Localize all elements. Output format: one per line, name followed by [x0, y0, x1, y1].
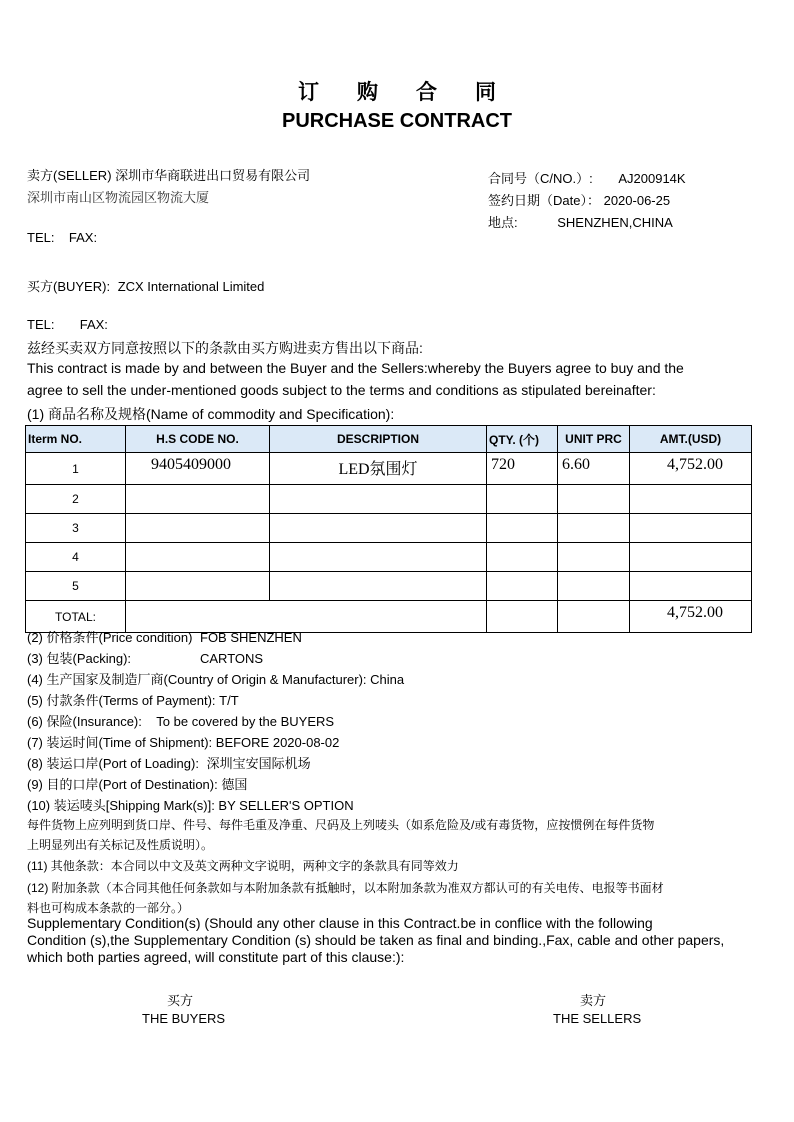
header-description: DESCRIPTION [270, 426, 487, 453]
table-row [26, 485, 752, 514]
contract-no-line [488, 168, 686, 187]
title-char: 合 [416, 81, 437, 104]
title-char: 同 [475, 81, 496, 104]
loading-value: 深圳宝安国际机场 [206, 756, 311, 771]
loading-label: (8) 装运口岸(Port of Loading): [27, 756, 199, 771]
cell-item-no: 4 [26, 543, 126, 572]
contract-date-value: 2020-06-25 [603, 193, 671, 208]
cell-hs-code [126, 572, 270, 601]
contract-date-label: 签约日期（Date）： [488, 193, 600, 208]
section-1-heading: (1) 商品名称及规格(Name of commodity and Specification): [27, 406, 395, 422]
cell-item-no: 1 [26, 453, 126, 485]
cell-item-no: 2 [26, 485, 126, 514]
packing-value: CARTONS [200, 651, 264, 666]
cell-item-no: 5 [26, 572, 126, 601]
items-table [25, 425, 752, 633]
cell-amount [630, 543, 752, 572]
cell-hs-code [126, 543, 270, 572]
other-clause-line: (11) 其他条款：本合同以中文及英文两种文字说明，两种文字的条款具有同等效力 [27, 859, 459, 873]
cell-unit-price [558, 543, 630, 572]
payment-line: (5) 付款条件(Terms of Payment): T/T [27, 693, 239, 708]
cell-amount [630, 514, 752, 543]
additional-clause-line-2: 料也可构成本条款的一部分。） [27, 901, 190, 915]
seller-tel-fax: TEL: FAX: [27, 230, 98, 245]
title-english: PURCHASE CONTRACT [282, 110, 512, 132]
title-char: 购 [357, 81, 378, 104]
signature-buyer-en: THE BUYERS [142, 1011, 226, 1026]
cell-qty [487, 572, 558, 601]
shipping-marks-line: (10) 装运唛头[Shipping Mark(s)]: BY SELLER'S OPTION [27, 798, 354, 813]
seller-line [27, 165, 310, 184]
loading-line [27, 753, 311, 772]
table-row [26, 572, 752, 601]
total-qty-cell [487, 601, 558, 633]
cell-unit-price [558, 514, 630, 543]
cell-qty: 720 [487, 453, 558, 485]
cell-unit-price [558, 485, 630, 514]
cell-hs-code [126, 514, 270, 543]
cell-amount [630, 572, 752, 601]
seller-label: 卖方(SELLER) [27, 168, 112, 183]
total-amount: 4,752.00 [630, 601, 752, 633]
marks-note-line-2: 上明显列出有关标记及性质说明）。 [27, 838, 214, 852]
header-item-no: Iterm NO. [26, 426, 126, 453]
origin-line: (4) 生产国家及制造厂商(Country of Origin & Manufacturer): China [27, 672, 405, 687]
cell-item-no: 3 [26, 514, 126, 543]
contract-no-value: AJ200914K [618, 171, 686, 186]
marks-note-line-1: 每件货物上应列明到货口岸、件号、每件毛重及净重、尺码及上列唛头（如系危险及/或有毒货物，应按惯例在每件货物 [27, 818, 655, 832]
price-condition-label: (2) 价格条件(Price condition) [27, 630, 193, 645]
signature-seller-cn: 卖方 [580, 993, 607, 1008]
cell-unit-price: 6.60 [558, 453, 630, 485]
table-row [26, 453, 752, 485]
title-char: 订 [298, 81, 319, 104]
contract-date-line [488, 190, 670, 209]
header-qty: QTY. (个) [487, 426, 558, 453]
supplementary-line-1: Supplementary Condition(s) (Should any other clause in this Contract.be in conflice with the following [27, 915, 653, 931]
header-unit-price: UNIT PRC [558, 426, 630, 453]
cell-description [270, 572, 487, 601]
supplementary-line-2: Condition (s),the Supplementary Condition (s) should be taken as final and binding.,Fax, cable and other papers, [27, 932, 725, 948]
intro-english-line-1: This contract is made by and between the Buyer and the Sellers:whereby the Buyers agree to buy and the [27, 360, 684, 376]
contract-no-label: 合同号（C/NO.）: [488, 171, 593, 186]
supplementary-line-3: which both parties agreed, will constitute part of this clause:): [27, 949, 405, 965]
title-chinese [0, 76, 794, 106]
buyer-tel-fax: TEL: FAX: [27, 317, 108, 332]
signature-seller-en: THE SELLERS [553, 1011, 642, 1026]
total-unit-cell [558, 601, 630, 633]
cell-amount [630, 485, 752, 514]
contract-place-label: 地点: [488, 215, 518, 230]
cell-amount: 4,752.00 [630, 453, 752, 485]
seller-name: 深圳市华商联进出口贸易有限公司 [115, 168, 311, 183]
signature-buyer-cn: 买方 [167, 993, 194, 1008]
additional-clause-line-1: (12) 附加条款（本合同其他任何条款如与本附加条款有抵触时，以本附加条款为准双方都认可的有关电传、电报等书面材 [27, 881, 664, 895]
cell-description [270, 514, 487, 543]
intro-chinese: 兹经买卖双方同意按照以下的条款由买方购进卖方售出以下商品: [27, 340, 423, 356]
total-label: TOTAL: [26, 601, 126, 633]
header-hs-code: H.S CODE NO. [126, 426, 270, 453]
cell-qty [487, 485, 558, 514]
contract-place-value: SHENZHEN,CHINA [557, 215, 673, 230]
table-row [26, 514, 752, 543]
buyer-name: ZCX International Limited [117, 279, 265, 294]
price-condition-value: FOB SHENZHEN [200, 630, 302, 645]
cell-hs-code [126, 485, 270, 514]
buyer-label: 买方(BUYER): [27, 279, 111, 294]
seller-address: 深圳市南山区物流园区物流大厦 [27, 190, 210, 205]
shipment-line: (7) 装运时间(Time of Shipment): BEFORE 2020-08-02 [27, 735, 340, 750]
cell-qty [487, 514, 558, 543]
cell-qty [487, 543, 558, 572]
cell-hs-code: 9405409000 [126, 453, 270, 485]
buyer-line [27, 276, 264, 295]
cell-description [270, 485, 487, 514]
contract-place-line [488, 212, 673, 231]
packing-label: (3) 包装(Packing): [27, 651, 132, 666]
table-row [26, 543, 752, 572]
cell-description: LED氛围灯 [270, 453, 487, 485]
intro-english-line-2: agree to sell the under-mentioned goods subject to the terms and conditions as stipulated bereinafter: [27, 382, 656, 398]
header-amount: AMT.(USD) [630, 426, 752, 453]
destination-line: (9) 目的口岸(Port of Destination): 德国 [27, 777, 248, 792]
insurance-line: (6) 保险(Insurance): To be covered by the BUYERS [27, 714, 335, 729]
table-header-row [26, 426, 752, 453]
cell-description [270, 543, 487, 572]
cell-unit-price [558, 572, 630, 601]
